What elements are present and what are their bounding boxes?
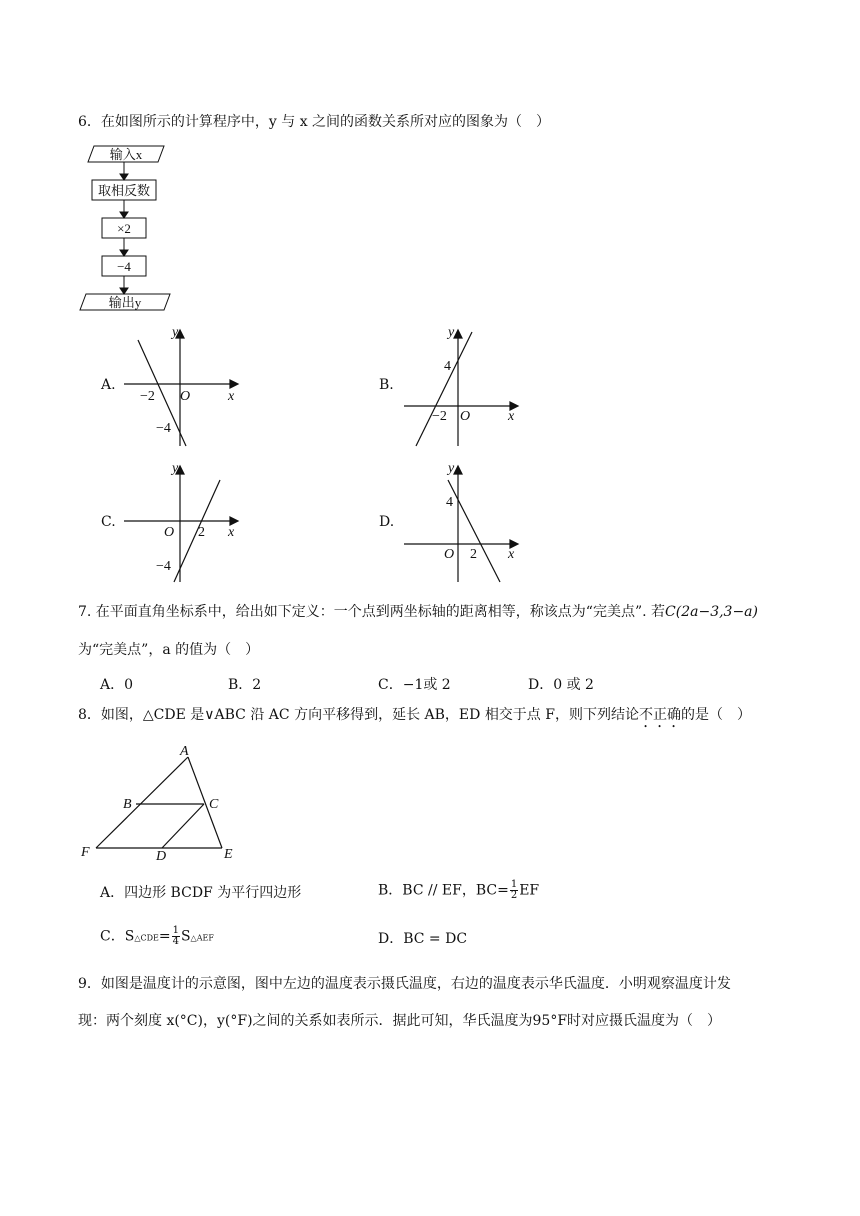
svg-text:O: O — [444, 547, 455, 562]
svg-text:x: x — [508, 547, 515, 562]
q7-point: C(2a−3,3−a) — [665, 604, 758, 620]
svg-text:E: E — [224, 847, 233, 862]
q7-stem-line1: 7. 在平面直角坐标系中，给出如下定义：一个点到两坐标轴的距离相等，称该点为“完美点”. 若C(2a−3,3−a) — [78, 604, 758, 620]
svg-text:y: y — [172, 325, 179, 340]
svg-text:F: F — [81, 845, 90, 860]
q8-option-b: B．BC // EF，BC= $\frac{1}{2}$ EF — [378, 879, 540, 901]
graph-b-tick-y: 4 — [444, 359, 451, 374]
svg-text:y: y — [448, 325, 455, 340]
svg-text:O: O — [180, 389, 191, 404]
q8-frac-b: $\frac{1}{2}$ — [510, 879, 518, 901]
q7-option-d: D．0 或 2 — [528, 677, 594, 693]
svg-text:B: B — [123, 797, 132, 812]
q7-option-a: A．0 — [100, 677, 134, 693]
svg-text:x: x — [508, 409, 515, 424]
q6-graph-b — [400, 322, 530, 452]
flow-label-input: 输入x — [109, 147, 143, 162]
flow-label-negate: 取相反数 — [97, 183, 151, 198]
q8-frac-c: $\frac{1}{4}$ — [172, 925, 179, 947]
graph-b-tick-x: −2 — [432, 409, 447, 424]
q6-option-a-label: A. — [101, 377, 116, 393]
graph-b-line — [416, 332, 472, 446]
q6-stem: 6．在如图所示的计算程序中，y 与 x 之间的函数关系所对应的图象为（ ） — [78, 114, 551, 130]
flow-label-output: 输出y — [108, 295, 142, 310]
svg-text:A: A — [180, 744, 189, 759]
graph-a-tick-y: −4 — [156, 421, 171, 436]
svg-text:O: O — [164, 525, 175, 540]
q8-option-c: C．S△CDE= $\frac{1}{4}$ S△AEF — [100, 925, 214, 947]
q6-option-d-label: D. — [379, 514, 395, 530]
graph-c-line — [174, 480, 220, 582]
q9-line1: 9．如图是温度计的示意图，图中左边的温度表示摄氏温度，右边的温度表示华氏温度．小明观察温度计发 — [78, 976, 731, 992]
svg-text:D: D — [156, 849, 167, 864]
graph-d-line — [448, 480, 500, 582]
q8-stem: 8．如图，△CDE 是∨ABC 沿 AC 方向平移得到，延长 AB，ED 相交于点 F，则下列结论不正确的是（ ） — [78, 707, 751, 723]
graph-d-tick-x: 2 — [470, 547, 477, 562]
svg-text:y: y — [172, 461, 179, 476]
graph-c-tick-x: 2 — [198, 525, 205, 540]
q6-graph-c — [120, 458, 250, 588]
graph-d-tick-y: 4 — [446, 495, 453, 510]
graph-c-tick-y: −4 — [156, 559, 171, 574]
flow-label-times2: ×2 — [117, 221, 131, 236]
q8-emphasis: 不正确 — [638, 707, 681, 723]
svg-text:x: x — [228, 525, 235, 540]
q9-line2: 现：两个刻度 x(°C)，y(°F)之间的关系如表所示．据此可知，华氏温度为95°F时对应摄氏温度为（ ） — [78, 1013, 722, 1029]
q6-option-c-label: C. — [101, 514, 116, 530]
svg-text:x: x — [228, 389, 235, 404]
flow-label-minus4: −4 — [117, 259, 131, 274]
q8-option-a: A．四边形 BCDF 为平行四边形 — [100, 885, 302, 901]
q6-option-b-label: B. — [379, 377, 394, 393]
svg-text:O: O — [460, 409, 471, 424]
q8-figure — [76, 740, 256, 870]
svg-text:C: C — [209, 797, 219, 812]
graph-a-tick-x: −2 — [140, 389, 155, 404]
svg-text:y: y — [448, 461, 455, 476]
q6-graph-a — [120, 322, 250, 452]
q8-option-d: D．BC = DC — [378, 931, 468, 947]
q6-flowchart — [76, 140, 196, 340]
q6-graph-d — [400, 458, 530, 588]
q7-option-b: B．2 — [228, 677, 262, 693]
q7-option-c: C．−1或 2 — [378, 677, 451, 693]
q7-stem-line2: 为“完美点”，a 的值为（ ） — [78, 642, 260, 658]
